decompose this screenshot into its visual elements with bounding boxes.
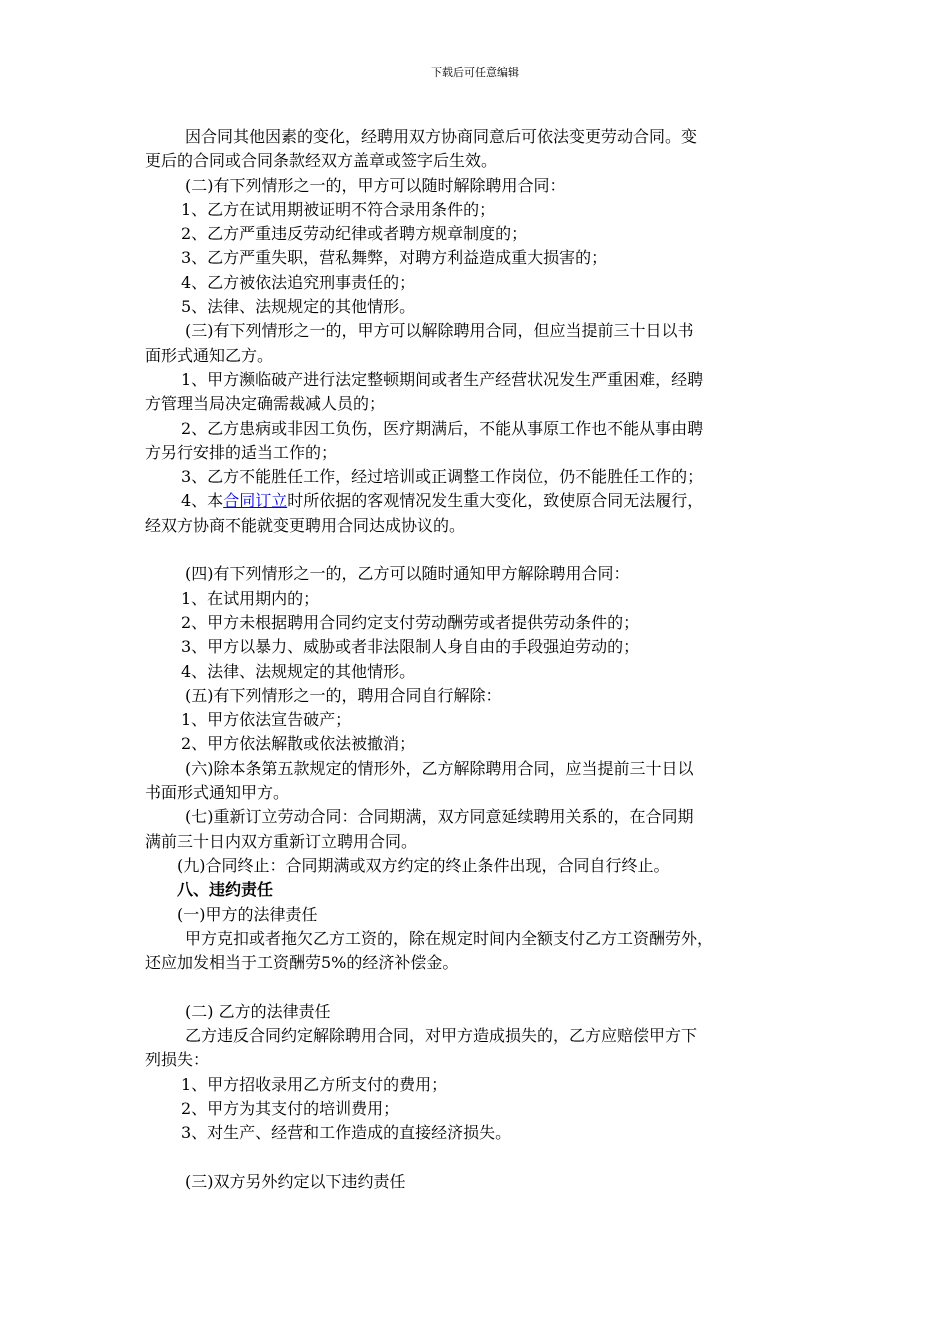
section-heading-7: (七)重新订立劳动合同：合同期满，双方同意延续聘用关系的，在合同期	[185, 807, 694, 827]
list-item-suffix: 时所依据的客观情况发生重大变化，致使原合同无法履行，	[287, 491, 704, 511]
list-item: 1、乙方在试用期被证明不符合录用条件的；	[181, 199, 496, 219]
list-item: 2、甲方依法解散或依法被撤消；	[181, 734, 416, 754]
list-item-prefix: 4、本	[181, 491, 224, 511]
subsection-heading-other-liability: (三)双方另外约定以下违约责任	[185, 1171, 406, 1191]
paragraph-line: 乙方违反合同约定解除聘用合同，对甲方造成损失的，乙方应赔偿甲方下	[185, 1025, 698, 1045]
document-body	[145, 125, 825, 1194]
section-heading-9: (九)合同终止：合同期满或双方约定的终止条件出现，合同自行终止。	[177, 855, 670, 875]
paragraph-line: 甲方克扣或者拖欠乙方工资的，除在规定时间内全额支付乙方工资酬劳外，	[185, 928, 714, 948]
list-item: 1、甲方依法宣告破产；	[181, 710, 352, 730]
paragraph-line: 更后的合同或合同条款经双方盖章或签字后生效。	[145, 151, 498, 171]
list-item: 3、乙方不能胜任工作，经过培训或正调整工作岗位，仍不能胜任工作的；	[181, 467, 704, 487]
subsection-heading-party-b: (二) 乙方的法律责任	[185, 1001, 331, 1021]
list-item: 3、甲方以暴力、威胁或者非法限制人身自由的手段强迫劳动的；	[181, 637, 640, 657]
list-item: 5、法律、法规规定的其他情形。	[181, 297, 416, 317]
list-item: 2、甲方为其支付的培训费用；	[181, 1098, 400, 1118]
paragraph-line: 满前三十日内双方重新订立聘用合同。	[145, 831, 418, 851]
paragraph-line: 面形式通知乙方。	[145, 345, 274, 365]
paragraph-line: 还应加发相当于工资酬劳5%的经济补偿金。	[145, 953, 459, 973]
section-heading-6: (六)除本条第五款规定的情形外，乙方解除聘用合同，应当提前三十日以	[185, 758, 694, 778]
paragraph-line: 经双方协商不能就变更聘用合同达成协议的。	[145, 515, 466, 535]
list-item: 1、甲方濒临破产进行法定整顿期间或者生产经营状况发生严重困难，经聘	[181, 369, 704, 389]
article-heading-breach-liability: 八、违约责任	[177, 880, 274, 900]
paragraph-line: 书面形式通知甲方。	[145, 783, 290, 803]
list-item: 2、甲方未根据聘用合同约定支付劳动酬劳或者提供劳动条件的；	[181, 612, 640, 632]
section-heading-5: (五)有下列情形之一的，聘用合同自行解除：	[185, 685, 502, 705]
list-item: 3、对生产、经营和工作造成的直接经济损失。	[181, 1123, 512, 1143]
subsection-heading-party-a: (一)甲方的法律责任	[177, 904, 318, 924]
list-item: 2、乙方严重违反劳动纪律或者聘方规章制度的；	[181, 224, 528, 244]
paragraph-line: 因合同其他因素的变化，经聘用双方协商同意后可依法变更劳动合同。变	[185, 127, 698, 146]
page-header: 下载后可任意编辑	[431, 66, 519, 79]
paragraph-line: 方管理当局决定确需裁减人员的；	[145, 394, 386, 414]
list-item: 2、乙方患病或非因工负伤，医疗期满后，不能从事原工作也不能从事由聘	[181, 418, 704, 438]
list-item: 1、在试用期内的；	[181, 588, 320, 608]
list-item	[145, 489, 825, 513]
section-heading-2: (二)有下列情形之一的，甲方可以随时解除聘用合同：	[185, 175, 566, 195]
paragraph-line: 方另行安排的适当工作的；	[145, 442, 338, 462]
list-item: 3、乙方严重失职，营私舞弊，对聘方利益造成重大损害的；	[181, 248, 608, 268]
list-item: 1、甲方招收录用乙方所支付的费用；	[181, 1074, 448, 1094]
blank-line	[145, 1145, 825, 1169]
blank-line	[145, 538, 825, 562]
list-item: 4、法律、法规规定的其他情形。	[181, 661, 416, 681]
section-heading-3: (三)有下列情形之一的，甲方可以解除聘用合同，但应当提前三十日以书	[185, 321, 694, 341]
list-item: 4、乙方被依法追究刑事责任的；	[181, 272, 416, 292]
contract-signing-link[interactable]: 合同订立	[223, 491, 288, 511]
paragraph-line: 列损失：	[145, 1050, 210, 1070]
section-heading-4: (四)有下列情形之一的，乙方可以随时通知甲方解除聘用合同：	[185, 564, 630, 584]
blank-line	[145, 975, 825, 999]
